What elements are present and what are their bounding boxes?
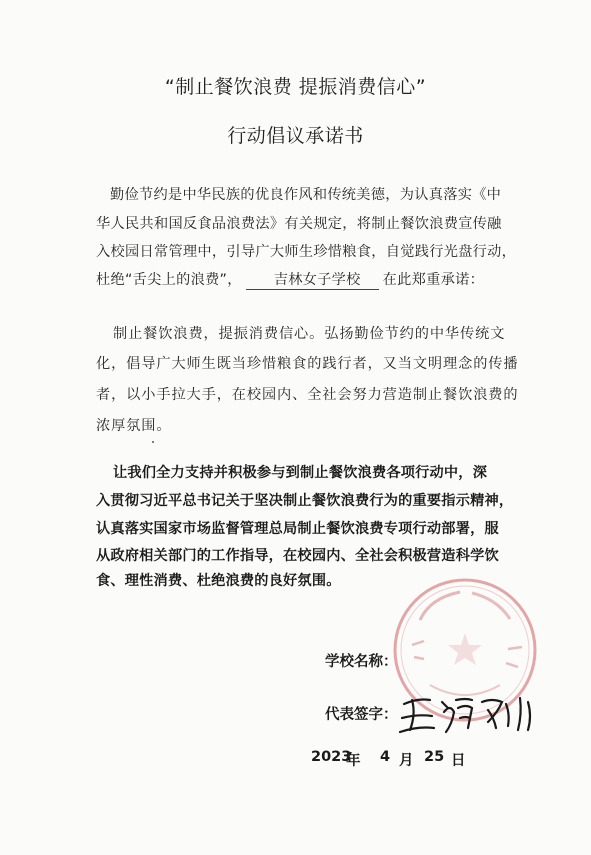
date-month: 4 [380, 749, 391, 765]
paragraph-3-line: 入贯彻习近平总书记关于坚决制止餐饮浪费行为的重要指示精神， [96, 493, 514, 509]
paragraph-2-line: 制止餐饮浪费，提振消费信心。弘扬勤俭节约的中华传统文 [113, 326, 506, 342]
ink-dot [152, 441, 154, 443]
paragraph-2-line: 浓厚氛围。 [96, 418, 172, 434]
paragraph-2-line: 者，以小手拉大手，在校园内、全社会努力营造制止餐饮浪费的 [96, 387, 519, 403]
paragraph-1-text: 杜绝“舌尖上的浪费”， [96, 272, 242, 288]
document-subtitle: 行动倡议承诺书 [227, 125, 364, 147]
paragraph-3-line: 认真落实国家市场监督管理总局制止餐饮浪费专项行动部署，服 [96, 521, 499, 537]
paragraph-1-line: 华人民共和国反食品浪费法》有关规定，将制止餐饮浪费宣传融 [96, 216, 502, 232]
document-title: “制止餐饮浪费 提振消费信心” [164, 76, 427, 98]
paragraph-1-text: 在此郑重承诺： [382, 272, 485, 288]
paragraph-1-line: 入校园日常管理中，引导广大师生珍惜粮食，自觉践行光盘行动， [96, 244, 517, 260]
paragraph-3-line: 从政府相关部门的工作指导，在校园内、全社会积极营造科学饮 [96, 548, 499, 564]
date-day: 25 [424, 749, 445, 765]
handwritten-signature [398, 690, 538, 738]
paragraph-3-line: 让我们全力支持并积极参与到制止餐饮浪费各项行动中，深 [113, 465, 488, 481]
paragraph-1-line [96, 269, 484, 290]
date-year-unit: 年 [346, 753, 361, 769]
representative-signature-label: 代表签字： [325, 707, 398, 723]
date-month-unit: 月 [399, 753, 414, 769]
paragraph-1-line: 勤俭节约是中华民族的优良作风和传统美德，为认真落实《中 [110, 187, 502, 203]
date-year: 2023 [311, 749, 352, 765]
paragraph-3-line: 食、理性消费、杜绝浪费的良好氛围。 [96, 573, 341, 589]
date-day-unit: 日 [451, 753, 466, 769]
school-name-blank: 吉林女子学校 [246, 269, 379, 290]
school-name-label: 学校名称： [325, 654, 398, 670]
paragraph-2-line: 化，倡导广大师生既当珍惜粮食的践行者，又当文明理念的传播 [96, 356, 519, 372]
